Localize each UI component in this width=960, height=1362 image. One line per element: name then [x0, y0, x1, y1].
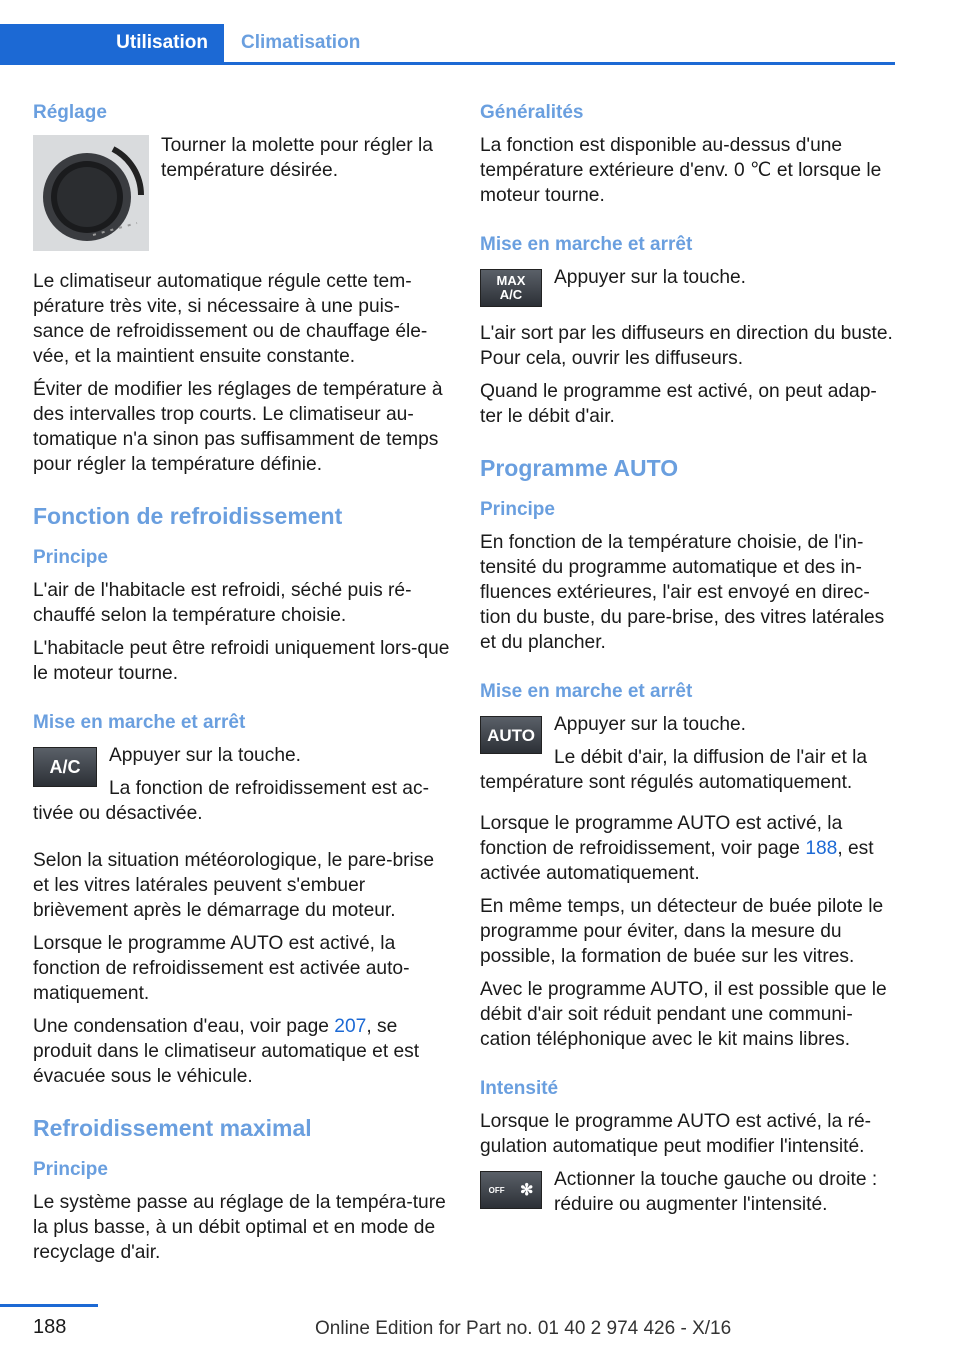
principe-heading: Principe: [33, 547, 108, 568]
tab-utilisation[interactable]: Utilisation: [0, 24, 224, 62]
marche-heading: Mise en marche et arrêt: [33, 712, 246, 733]
refroid-heading: Fonction de refroidissement: [33, 503, 343, 529]
footer-divider: [0, 1304, 98, 1307]
tab-climatisation[interactable]: Climatisation: [241, 32, 361, 53]
fan-off-label: OFF: [488, 1185, 505, 1195]
reglage-heading: Réglage: [33, 102, 107, 123]
max-text-1: Appuyer sur la touche.: [554, 267, 746, 288]
condensation-text: Une condensation d'eau, voir page 207, se produit dans le climatiseur automatique et est évacuée sous le véhicule.: [33, 1016, 420, 1087]
generalites-text: La fonction est disponible au-dessus d'une température extérieure d'env. 0 ℃ et lorsque le moteur tourne.: [480, 135, 882, 206]
page-number: 188: [33, 1316, 67, 1338]
auto-text: Lorsque le programme AUTO est activé, la fonction de refroidissement est activée auto‐matiquement.: [33, 933, 410, 1004]
prog-text: Quand le programme est activé, on peut adap‐ter le débit d'air.: [480, 381, 877, 427]
max-ac-button-icon: MAX A/C: [480, 269, 542, 307]
intensite-text: Lorsque le programme AUTO est activé, la ré‐gulation automatique peut modifier l'intensité.: [480, 1111, 872, 1157]
header-tabbar: [0, 24, 895, 65]
max-heading: Refroidissement maximal: [33, 1115, 312, 1141]
refroid-auto-text: Lorsque le programme AUTO est activé, la fonction de refroidissement, voir page 188, est activée automatiquement.: [480, 813, 874, 884]
fan-intensity-button-icon: [480, 1171, 542, 1209]
marche2-heading: Mise en marche et arrêt: [480, 681, 693, 702]
reglage-block: [33, 133, 451, 261]
ac-block: [33, 743, 451, 834]
reglage-text-1: Tourner la molette pour régler la température désirée.: [161, 135, 433, 181]
generalites-heading: Généralités: [480, 102, 584, 123]
principe-text: En fonction de la température choisie, de l'in‐tensité du programme automatique et des in‐fluences extérieures, l'air est envoyé en direc‐tion du buste, du pare-brise, des vitres latérales et du plancher.: [480, 532, 885, 653]
ac-button-icon: A/C: [33, 747, 97, 787]
tel-text: Avec le programme AUTO, il est possible que le débit d'air soit réduit pendant une communi‐cation téléphonique avec le kit mains libres.: [480, 979, 887, 1050]
ac-text-2: La fonction de refroidissement est ac‐tivée ou désactivée.: [33, 778, 429, 824]
auto-text-1: Appuyer sur la touche.: [554, 714, 746, 735]
temperature-knob-icon: [33, 135, 149, 251]
marche-heading-right: Mise en marche et arrêt: [480, 234, 693, 255]
auto-button-icon: AUTO: [480, 716, 542, 754]
auto-block: [480, 712, 898, 803]
intensite-heading: Intensité: [480, 1078, 559, 1099]
max-block: [480, 265, 898, 313]
ac-text-1: Appuyer sur la touche.: [109, 745, 301, 766]
max-text: Le système passe au réglage de la tempéra‐ture la plus basse, à un débit optimal et en mode de recyclage d'air.: [33, 1192, 446, 1263]
fan-text: Actionner la touche gauche ou droite : réduire ou augmenter l'intensité.: [554, 1169, 878, 1215]
fan-block: [480, 1167, 898, 1225]
right-column: [480, 100, 898, 1233]
fan-icon: ✻: [519, 1181, 534, 1199]
auto-heading: Programme AUTO: [480, 455, 679, 481]
reglage-text-2: Le climatiseur automatique régule cette tem‐pérature très vite, si nécessaire à une puis‐sance de refroidissement ou de chauffage éle‐vée, et la maintient ensuite constante.: [33, 271, 428, 367]
refroid-text-2: L'habitacle peut être refroidi uniquement lors‐que le moteur tourne.: [33, 638, 450, 684]
left-column: [33, 100, 451, 1273]
reglage-text-3: Éviter de modifier les réglages de température à des intervalles trop courts. Le climatiseur au‐tomatique n'a sinon pas suffisamment de temps pour régler la température définie.: [33, 379, 443, 475]
page-link-188[interactable]: 188: [805, 838, 838, 859]
refroid-text-1: L'air de l'habitacle est refroidi, séché puis ré‐chauffé selon la température choisie.: [33, 580, 412, 626]
principe-heading-right: Principe: [480, 499, 555, 520]
buee-text: En même temps, un détecteur de buée pilote le programme pour éviter, dans la mesure du possible, la formation de buée sur les vitres.: [480, 896, 884, 967]
air-text: L'air sort par les diffuseurs en direction du buste. Pour cela, ouvrir les diffuseurs.: [480, 323, 893, 369]
meteo-text: Selon la situation météorologique, le pare‐brise et les vitres latérales peuvent s'embuer brièvement après le démarrage du moteur.: [33, 850, 435, 921]
principe2-heading: Principe: [33, 1159, 108, 1180]
edition-text: Online Edition for Part no. 01 40 2 974 426 - X/16: [315, 1318, 732, 1339]
auto-text-2: Le débit d'air, la diffusion de l'air et la température sont régulés automatiquement.: [480, 747, 868, 793]
page-link-207[interactable]: 207: [334, 1016, 367, 1037]
